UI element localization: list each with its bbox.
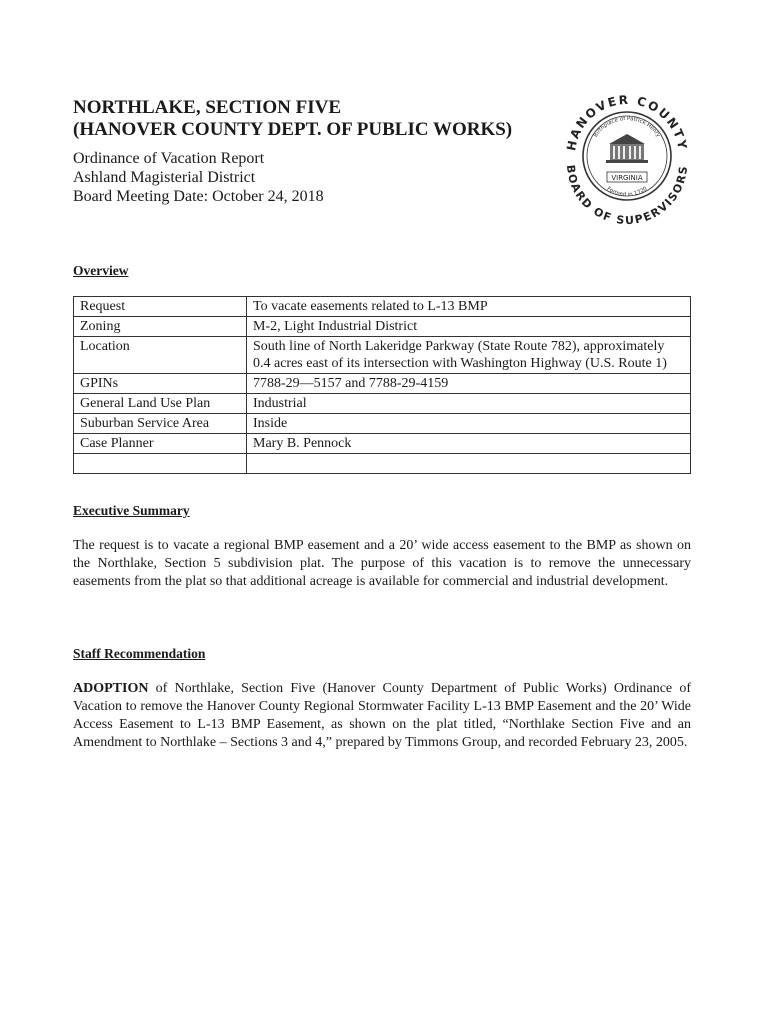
title-line-2: (HANOVER COUNTY DEPT. OF PUBLIC WORKS): [73, 119, 513, 140]
seal-state-text: VIRGINIA: [611, 174, 643, 182]
row-value: Mary B. Pennock: [247, 434, 691, 454]
row-label: Request: [74, 297, 247, 317]
seal-inner-bottom-text: Formed in 1720: [605, 186, 649, 199]
executive-summary-text: The request is to vacate a regional BMP easement and a 20’ wide access easement to the BMP as shown on the Northlake, Section 5 subdivision plat. The purpose of this vacation is to remove the unnecessary easements from the plat so that additional acreage is available for commercial and industrial development.: [73, 538, 691, 589]
table-row: [74, 374, 691, 394]
table-row: [74, 434, 691, 454]
courthouse-icon: [606, 134, 648, 163]
row-label: Suburban Service Area: [74, 414, 247, 434]
row-label: Location: [74, 337, 247, 374]
staff-recommendation-text: [73, 680, 691, 752]
staff-recommendation-heading: Staff Recommendation: [73, 646, 206, 661]
document-header: [73, 97, 553, 206]
row-label: GPINs: [74, 374, 247, 394]
table-row: [74, 414, 691, 434]
seal-top-text: HANOVER COUNTY: [564, 92, 690, 152]
report-type: Ordinance of Vacation Report: [73, 150, 265, 167]
row-value: To vacate easements related to L-13 BMP: [247, 297, 691, 317]
county-seal-logo: [557, 86, 697, 226]
row-label: Case Planner: [74, 434, 247, 454]
executive-summary-heading: Executive Summary: [73, 503, 190, 518]
empty-cell: [247, 454, 691, 474]
row-label: General Land Use Plan: [74, 394, 247, 414]
row-value: M-2, Light Industrial District: [247, 317, 691, 337]
table-row: [74, 394, 691, 414]
table-row-empty: [74, 454, 691, 474]
row-value: 7788-29—5157 and 7788-29-4159: [247, 374, 691, 394]
title-line-1: NORTHLAKE, SECTION FIVE: [73, 97, 342, 118]
overview-table: [73, 296, 691, 474]
seal-inner-top-text: Birthplace of Patrick Henry: [592, 115, 662, 139]
magisterial-district: Ashland Magisterial District: [73, 169, 256, 186]
adoption-lead: ADOPTION: [73, 681, 149, 696]
empty-cell: [74, 454, 247, 474]
recommendation-body: of Northlake, Section Five (Hanover County Department of Public Works) Ordinance of Vacation to remove the Hanover County Regional Stormwater Facility L-13 BMP Easement and the 20’ Wide Access Easement to L-13 BMP Easement, as shown on the plat titled, “Northlake Section Five and an Amendment to Northlake – Sections 3 and 4,” prepared by Timmons Group, and recorded February 23, 2005.: [73, 681, 691, 750]
table-row: [74, 297, 691, 317]
svg-text:Formed in 1720: [606, 186, 649, 198]
table-row: [74, 317, 691, 337]
row-value: Industrial: [247, 394, 691, 414]
table-row: [74, 337, 691, 374]
row-value: Inside: [247, 414, 691, 434]
overview-heading: Overview: [73, 263, 129, 278]
seal-bottom-text: BOARD OF SUPERVISORS: [563, 164, 691, 226]
row-label: Zoning: [74, 317, 247, 337]
board-meeting-date: Board Meeting Date: October 24, 2018: [73, 188, 324, 205]
row-value: South line of North Lakeridge Parkway (State Route 782), approximately 0.4 acres east of its intersection with Washington Highway (U.S. Route 1): [247, 337, 691, 374]
